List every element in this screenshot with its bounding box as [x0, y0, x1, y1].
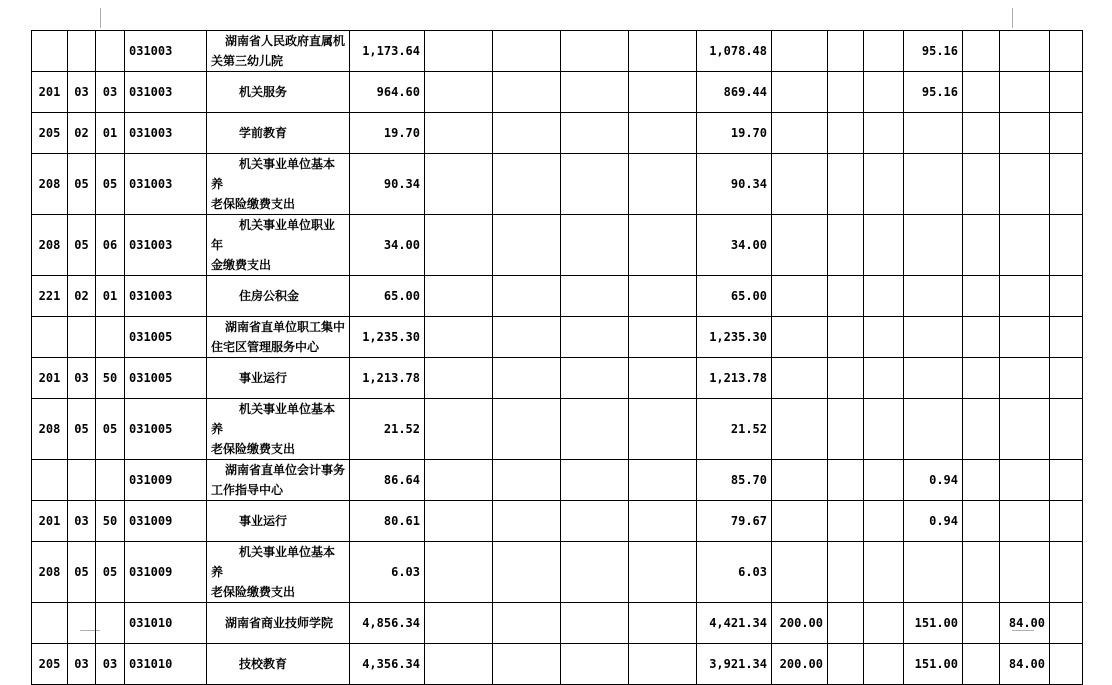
amount-cell — [864, 72, 904, 113]
subitem-code-cell: 03 — [96, 72, 125, 113]
amount-cell: 84.00 — [1000, 603, 1050, 644]
item-name-cell — [207, 399, 350, 460]
amount-cell — [493, 644, 561, 685]
amount-cell — [493, 358, 561, 399]
total-amount-cell: 21.52 — [350, 399, 425, 460]
amount-cell: 1,078.48 — [697, 31, 772, 72]
amount-cell: 19.70 — [697, 113, 772, 154]
table-row — [32, 501, 1083, 542]
amount-cell — [493, 113, 561, 154]
subitem-code-cell: 50 — [96, 501, 125, 542]
total-amount-cell: 90.34 — [350, 154, 425, 215]
item-name-line2: 住宅区管理服务中心 — [211, 340, 320, 354]
amount-cell — [493, 542, 561, 603]
amount-cell — [864, 399, 904, 460]
class-code-cell — [32, 317, 68, 358]
dept-code-cell: 031003 — [125, 72, 207, 113]
amount-cell — [561, 399, 629, 460]
amount-cell — [425, 215, 493, 276]
amount-cell — [904, 276, 963, 317]
amount-cell — [1050, 460, 1083, 501]
amount-cell — [904, 542, 963, 603]
table-row — [32, 113, 1083, 154]
amount-cell — [963, 31, 1000, 72]
amount-cell — [963, 358, 1000, 399]
amount-cell — [904, 215, 963, 276]
item-code-cell: 02 — [68, 276, 96, 317]
amount-cell — [1050, 31, 1083, 72]
subitem-code-cell: 50 — [96, 358, 125, 399]
amount-cell — [828, 542, 864, 603]
item-name-line1: 湖南省人民政府直属机 — [225, 34, 346, 48]
class-code-cell: 201 — [32, 358, 68, 399]
amount-cell: 90.34 — [697, 154, 772, 215]
total-amount-cell: 1,173.64 — [350, 31, 425, 72]
item-name-line1: 住房公积金 — [239, 289, 300, 303]
subitem-code-cell: 05 — [96, 542, 125, 603]
table-row — [32, 358, 1083, 399]
amount-cell — [772, 542, 828, 603]
amount-cell — [772, 358, 828, 399]
amount-cell — [1050, 113, 1083, 154]
total-amount-cell: 4,856.34 — [350, 603, 425, 644]
amount-cell — [772, 31, 828, 72]
amount-cell — [629, 276, 697, 317]
total-amount-cell: 6.03 — [350, 542, 425, 603]
item-name-line1: 湖南省直单位职工集中 — [225, 320, 346, 334]
amount-cell — [963, 603, 1000, 644]
dept-code-cell: 031005 — [125, 358, 207, 399]
amount-cell — [425, 501, 493, 542]
amount-cell: 200.00 — [772, 644, 828, 685]
amount-cell — [963, 542, 1000, 603]
amount-cell — [425, 276, 493, 317]
table-row — [32, 317, 1083, 358]
amount-cell — [828, 113, 864, 154]
class-code-cell: 208 — [32, 399, 68, 460]
item-name-cell — [207, 31, 350, 72]
amount-cell — [828, 501, 864, 542]
amount-cell: 84.00 — [1000, 644, 1050, 685]
class-code-cell — [32, 603, 68, 644]
amount-cell — [425, 460, 493, 501]
amount-cell — [828, 399, 864, 460]
amount-cell — [493, 317, 561, 358]
amount-cell — [828, 317, 864, 358]
amount-cell — [904, 113, 963, 154]
table-row — [32, 154, 1083, 215]
amount-cell: 869.44 — [697, 72, 772, 113]
amount-cell: 3,921.34 — [697, 644, 772, 685]
item-code-cell: 05 — [68, 399, 96, 460]
item-name-line2: 工作指导中心 — [211, 483, 284, 497]
amount-cell — [1050, 215, 1083, 276]
amount-cell — [963, 72, 1000, 113]
amount-cell — [425, 358, 493, 399]
amount-cell — [772, 460, 828, 501]
class-code-cell: 221 — [32, 276, 68, 317]
amount-cell — [493, 460, 561, 501]
amount-cell: 65.00 — [697, 276, 772, 317]
subitem-code-cell — [96, 460, 125, 501]
item-name-cell — [207, 358, 350, 399]
amount-cell — [561, 113, 629, 154]
amount-cell: 6.03 — [697, 542, 772, 603]
amount-cell — [1000, 31, 1050, 72]
amount-cell — [1000, 317, 1050, 358]
table-row — [32, 276, 1083, 317]
table-row — [32, 542, 1083, 603]
amount-cell — [629, 154, 697, 215]
amount-cell — [1000, 542, 1050, 603]
subitem-code-cell: 06 — [96, 215, 125, 276]
item-name-cell — [207, 501, 350, 542]
subitem-code-cell: 05 — [96, 154, 125, 215]
item-name-line1: 机关事业单位职业年 — [211, 218, 336, 252]
amount-cell — [1050, 358, 1083, 399]
amount-cell — [629, 72, 697, 113]
item-name-cell — [207, 72, 350, 113]
dept-code-cell: 031009 — [125, 542, 207, 603]
amount-cell — [772, 215, 828, 276]
amount-cell — [561, 542, 629, 603]
amount-cell — [904, 399, 963, 460]
dept-code-cell: 031005 — [125, 317, 207, 358]
amount-cell — [864, 644, 904, 685]
item-name-line2: 老保险缴费支出 — [211, 585, 296, 599]
item-code-cell: 05 — [68, 154, 96, 215]
dept-code-cell: 031009 — [125, 501, 207, 542]
item-name-line2: 关第三幼儿院 — [211, 54, 284, 68]
amount-cell — [561, 276, 629, 317]
amount-cell — [772, 399, 828, 460]
class-code-cell: 201 — [32, 72, 68, 113]
subitem-code-cell — [96, 31, 125, 72]
amount-cell — [1050, 399, 1083, 460]
class-code-cell: 205 — [32, 113, 68, 154]
total-amount-cell: 80.61 — [350, 501, 425, 542]
amount-cell — [864, 358, 904, 399]
amount-cell — [1000, 113, 1050, 154]
total-amount-cell: 65.00 — [350, 276, 425, 317]
dept-code-cell: 031003 — [125, 276, 207, 317]
table-row — [32, 399, 1083, 460]
amount-cell: 95.16 — [904, 31, 963, 72]
amount-cell — [493, 31, 561, 72]
item-name-line1: 机关服务 — [239, 85, 288, 99]
amount-cell — [864, 276, 904, 317]
amount-cell: 200.00 — [772, 603, 828, 644]
amount-cell: 1,235.30 — [697, 317, 772, 358]
amount-cell — [629, 603, 697, 644]
amount-cell — [904, 317, 963, 358]
item-code-cell — [68, 460, 96, 501]
dept-code-cell: 031003 — [125, 31, 207, 72]
item-name-line1: 机关事业单位基本养 — [211, 545, 336, 579]
amount-cell: 151.00 — [904, 644, 963, 685]
amount-cell — [864, 31, 904, 72]
amount-cell — [963, 317, 1000, 358]
crop-mark-top-right — [1012, 8, 1013, 28]
amount-cell — [963, 460, 1000, 501]
amount-cell — [864, 113, 904, 154]
amount-cell — [1050, 603, 1083, 644]
total-amount-cell: 34.00 — [350, 215, 425, 276]
amount-cell — [772, 113, 828, 154]
amount-cell — [864, 460, 904, 501]
amount-cell — [425, 31, 493, 72]
amount-cell: 79.67 — [697, 501, 772, 542]
class-code-cell — [32, 31, 68, 72]
class-code-cell: 208 — [32, 215, 68, 276]
amount-cell — [772, 317, 828, 358]
amount-cell — [493, 603, 561, 644]
amount-cell — [864, 215, 904, 276]
amount-cell — [772, 276, 828, 317]
item-name-cell — [207, 113, 350, 154]
amount-cell — [561, 317, 629, 358]
amount-cell — [629, 215, 697, 276]
amount-cell — [1050, 317, 1083, 358]
amount-cell — [425, 399, 493, 460]
amount-cell — [864, 542, 904, 603]
amount-cell — [1000, 460, 1050, 501]
table-row — [32, 644, 1083, 685]
amount-cell — [1050, 644, 1083, 685]
dept-code-cell: 031003 — [125, 215, 207, 276]
amount-cell — [864, 501, 904, 542]
table-row — [32, 31, 1083, 72]
amount-cell — [963, 154, 1000, 215]
amount-cell — [425, 317, 493, 358]
item-name-cell — [207, 603, 350, 644]
item-name-line2: 老保险缴费支出 — [211, 197, 296, 211]
subitem-code-cell — [96, 317, 125, 358]
amount-cell — [425, 542, 493, 603]
table-body — [32, 31, 1083, 685]
amount-cell — [493, 215, 561, 276]
amount-cell — [864, 317, 904, 358]
amount-cell — [904, 154, 963, 215]
subitem-code-cell: 01 — [96, 276, 125, 317]
amount-cell — [561, 31, 629, 72]
subitem-code-cell: 01 — [96, 113, 125, 154]
amount-cell — [425, 603, 493, 644]
amount-cell — [1000, 501, 1050, 542]
amount-cell — [629, 31, 697, 72]
amount-cell — [1050, 72, 1083, 113]
amount-cell — [629, 399, 697, 460]
amount-cell: 151.00 — [904, 603, 963, 644]
amount-cell — [963, 113, 1000, 154]
amount-cell — [629, 317, 697, 358]
item-name-cell — [207, 644, 350, 685]
amount-cell — [1000, 399, 1050, 460]
amount-cell — [493, 72, 561, 113]
amount-cell — [425, 113, 493, 154]
amount-cell — [772, 154, 828, 215]
amount-cell — [1050, 276, 1083, 317]
amount-cell — [493, 276, 561, 317]
total-amount-cell: 19.70 — [350, 113, 425, 154]
dept-code-cell: 031010 — [125, 644, 207, 685]
amount-cell — [561, 460, 629, 501]
total-amount-cell: 1,235.30 — [350, 317, 425, 358]
amount-cell — [963, 501, 1000, 542]
amount-cell — [1050, 542, 1083, 603]
item-name-line2: 老保险缴费支出 — [211, 442, 296, 456]
amount-cell — [828, 603, 864, 644]
item-name-line1: 学前教育 — [239, 126, 288, 140]
amount-cell — [561, 501, 629, 542]
amount-cell — [493, 154, 561, 215]
table-row — [32, 603, 1083, 644]
amount-cell: 34.00 — [697, 215, 772, 276]
item-name-line1: 机关事业单位基本养 — [211, 402, 336, 436]
table-row — [32, 460, 1083, 501]
amount-cell — [561, 154, 629, 215]
item-name-line2: 金缴费支出 — [211, 258, 272, 272]
item-name-cell — [207, 215, 350, 276]
amount-cell — [963, 215, 1000, 276]
amount-cell — [425, 72, 493, 113]
item-code-cell — [68, 31, 96, 72]
amount-cell — [963, 644, 1000, 685]
class-code-cell: 208 — [32, 542, 68, 603]
item-name-cell — [207, 154, 350, 215]
amount-cell — [493, 501, 561, 542]
amount-cell — [963, 399, 1000, 460]
amount-cell — [1000, 154, 1050, 215]
table-row — [32, 215, 1083, 276]
amount-cell — [828, 644, 864, 685]
item-name-cell — [207, 317, 350, 358]
amount-cell — [864, 154, 904, 215]
amount-cell — [629, 501, 697, 542]
item-code-cell: 03 — [68, 72, 96, 113]
amount-cell: 1,213.78 — [697, 358, 772, 399]
item-name-line1: 事业运行 — [239, 371, 288, 385]
item-code-cell — [68, 317, 96, 358]
item-code-cell: 02 — [68, 113, 96, 154]
amount-cell: 95.16 — [904, 72, 963, 113]
item-code-cell: 05 — [68, 542, 96, 603]
item-code-cell: 03 — [68, 358, 96, 399]
dept-code-cell: 031003 — [125, 154, 207, 215]
amount-cell — [1000, 72, 1050, 113]
item-code-cell — [68, 603, 96, 644]
item-code-cell: 03 — [68, 644, 96, 685]
amount-cell: 21.52 — [697, 399, 772, 460]
amount-cell: 85.70 — [697, 460, 772, 501]
total-amount-cell: 86.64 — [350, 460, 425, 501]
amount-cell — [561, 644, 629, 685]
class-code-cell: 201 — [32, 501, 68, 542]
crop-mark-top-left — [100, 8, 101, 28]
amount-cell: 0.94 — [904, 460, 963, 501]
item-name-line1: 湖南省直单位会计事务 — [225, 463, 346, 477]
dept-code-cell: 031009 — [125, 460, 207, 501]
amount-cell — [904, 358, 963, 399]
item-name-cell — [207, 542, 350, 603]
total-amount-cell: 1,213.78 — [350, 358, 425, 399]
amount-cell — [1050, 501, 1083, 542]
total-amount-cell: 964.60 — [350, 72, 425, 113]
amount-cell — [772, 72, 828, 113]
amount-cell: 0.94 — [904, 501, 963, 542]
amount-cell — [629, 358, 697, 399]
amount-cell — [561, 358, 629, 399]
amount-cell — [828, 72, 864, 113]
amount-cell — [629, 644, 697, 685]
amount-cell: 4,421.34 — [697, 603, 772, 644]
class-code-cell: 205 — [32, 644, 68, 685]
amount-cell — [1050, 154, 1083, 215]
item-code-cell: 05 — [68, 215, 96, 276]
dept-code-cell: 031010 — [125, 603, 207, 644]
amount-cell — [772, 501, 828, 542]
amount-cell — [963, 276, 1000, 317]
amount-cell — [864, 603, 904, 644]
amount-cell — [828, 154, 864, 215]
total-amount-cell: 4,356.34 — [350, 644, 425, 685]
item-name-line1: 机关事业单位基本养 — [211, 157, 336, 191]
class-code-cell — [32, 460, 68, 501]
item-name-line1: 事业运行 — [239, 514, 288, 528]
amount-cell — [828, 358, 864, 399]
subitem-code-cell: 05 — [96, 399, 125, 460]
dept-code-cell: 031003 — [125, 113, 207, 154]
amount-cell — [425, 154, 493, 215]
item-name-line1: 湖南省商业技师学院 — [225, 616, 334, 630]
item-name-cell — [207, 276, 350, 317]
item-code-cell: 03 — [68, 501, 96, 542]
amount-cell — [828, 31, 864, 72]
amount-cell — [828, 460, 864, 501]
item-name-cell — [207, 460, 350, 501]
subitem-code-cell — [96, 603, 125, 644]
amount-cell — [629, 113, 697, 154]
amount-cell — [425, 644, 493, 685]
table-row — [32, 72, 1083, 113]
class-code-cell: 208 — [32, 154, 68, 215]
amount-cell — [1000, 276, 1050, 317]
dept-code-cell: 031005 — [125, 399, 207, 460]
amount-cell — [493, 399, 561, 460]
amount-cell — [561, 72, 629, 113]
subitem-code-cell: 03 — [96, 644, 125, 685]
amount-cell — [828, 215, 864, 276]
amount-cell — [561, 603, 629, 644]
amount-cell — [629, 542, 697, 603]
item-name-line1: 技校教育 — [239, 657, 288, 671]
amount-cell — [1000, 215, 1050, 276]
amount-cell — [561, 215, 629, 276]
amount-cell — [1000, 358, 1050, 399]
amount-cell — [629, 460, 697, 501]
amount-cell — [828, 276, 864, 317]
budget-table — [31, 30, 1083, 685]
